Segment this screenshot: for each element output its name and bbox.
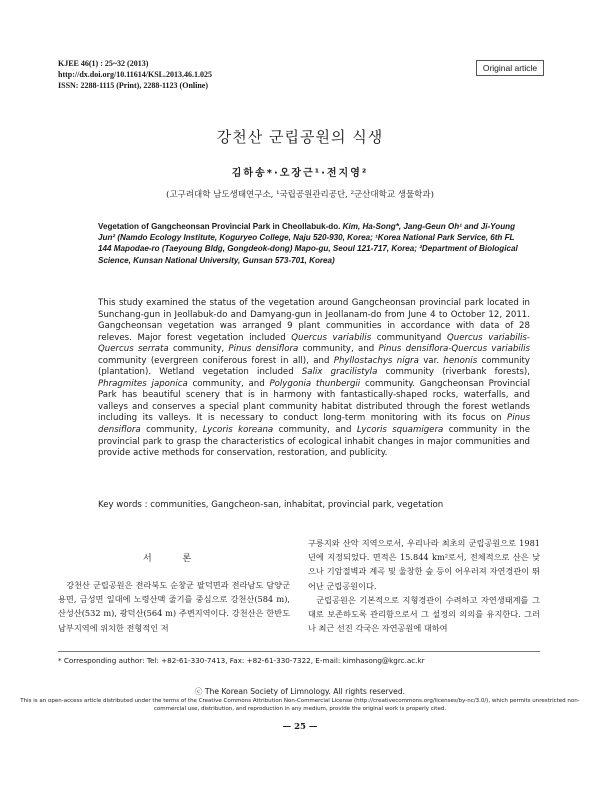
doi-link[interactable]: http://dx.doi.org/10.11614/KSL.2013.46.1.025 (58, 70, 213, 79)
english-authors-affiliations: Kim, Ha-Song*, Jang-Geun Oh¹ and Ji-Young Jun² (Namdo Ecology Institute, Koguryeo College, Naju 520-930, Korea; ¹Korea National Park Service, 6th FL 144 Mapodae-ro (Taeyoung Bldg, Gongdeok-dong) Mapo-gu, Seoul 121-717, Korea; ²Department of Biological Science, Kunsan National University, Gunsan 573-701, Korea) (98, 222, 518, 265)
abstract-text: communityand (371, 332, 447, 343)
issn: ISSN: 2288-1115 (Print), 2288-1123 (Online) (58, 81, 209, 90)
species-name: Quercus variabilis-Quercus serrata (98, 332, 530, 355)
body-column-left (58, 578, 290, 635)
abstract-text: community (evergreen coniferous forest in all), and (98, 355, 334, 366)
species-name: henonis (443, 355, 478, 366)
article-type-badge: Original article (476, 60, 544, 76)
body-paragraph: 군립공원은 기본적으로 지형경관이 수려하고 자연생태계를 그대로 보존하도록 관리함으로서 그 설정의 의의를 유지한다. 그러나 최근 선진 각국은 자연공원에 대하여 (308, 594, 540, 634)
abstract-text: community, and (298, 344, 379, 355)
species-name: Quercus variabilis (291, 332, 372, 343)
paper-title: 강천산 군립공원의 식생 (216, 128, 384, 146)
abstract-text: community (plantation). Wetland vegetation included (98, 355, 531, 378)
species-name: Polygonia thunbergii (269, 378, 361, 389)
abstract-text: community, and (187, 378, 270, 389)
author-list: 김하송*·오장근¹·전지영² (231, 168, 369, 179)
copyright-line: ⓒ The Korean Society of Limnology. All rights reserved. (194, 687, 406, 696)
corresponding-author-footnote: * Corresponding author: Tel: +82-61-330-7413, Fax: +82-61-330-7322, E-mail: kimhasong@kgrc.ac.kr (58, 656, 425, 665)
citation: KJEE 46(1) : 25~32 (2013) (58, 59, 149, 68)
affiliation-korean: (고구려대학 남도생태연구소, ¹국립공원관리공단, ²군산대학교 생물학과) (166, 190, 434, 200)
english-title-block (98, 221, 528, 266)
abstract-text: community, (168, 344, 229, 355)
body-column-right (308, 536, 540, 635)
section-heading-introduction: 서 론 (143, 554, 206, 564)
species-name: Salix gracilistyla (301, 367, 378, 378)
species-name: Phragmites japonica (98, 378, 188, 389)
abstract-text: This study examined the status of the vegetation around Gangcheonsan provincial park located in Sunchang-gun in Jeollabuk-do and Damyang-gun in Jeollanam-do from June 4 to October 12, 2011. Gangcheonsan vegetation was arranged 9 plant communities in accordance with data of 28 releves. Major forest vegetation included (98, 298, 530, 343)
abstract (98, 298, 530, 460)
abstract-text: var. (418, 355, 444, 366)
abstract-text: community. Gangcheonsan Provincial Park has beautiful scenery that is in harmony with fantastically-shaped rocks, waterfalls, and valleys and conserves a special plant community habitat distributed through the forest wetlands including its valleys. It is necessary to conduct long-term monitoring with its focus on (98, 378, 530, 424)
body-paragraph: 강천산 군립공원은 전라북도 순창군 팔덕면과 전라남도 담양군 용면, 금성면 일대에 노령산맥 줄기를 중심으로 강천산(584 m), 산성산(532 m), 광덕산(564 m) 주변지역이다. 강천산은 한반도 남부지역에 위치한 전형적인 저 (58, 580, 290, 633)
english-title: Vegetation of Gangcheonsan Provincial Park in Cheollabuk-do. (98, 222, 341, 231)
species-name: Pinus densiflora-Quercus variabilis (378, 344, 530, 355)
journal-header (58, 58, 212, 91)
abstract-text: community, (140, 425, 203, 436)
species-name: Lycoris squamigera (356, 425, 444, 436)
license-notice: This is an open-access article distributed under the terms of the Creative Commons Attribution Non-Commercial License (http://creativecommons.org/licenses/by-nc/3.0/), which permits unrestricted non-commercial use, distribution, and reproduction in any medium, provide the original work is properly cited. (20, 698, 580, 712)
species-name: Pinus densiflora (228, 344, 299, 355)
species-name: Phyllostachys nigra (333, 355, 419, 366)
keywords: Key words : communities, Gangcheon-san, inhabitat, provincial park, vegetation (98, 500, 444, 510)
body-paragraph: 구릉지와 산악 지역으로서, 우리나라 최초의 군립공원으로 1981년에 지정되었다. 면적은 15.844 km²로서, 전체적으로 산은 낮으나 기암절벽과 계곡 및 울창한 숲 등이 어우러져 자연경관이 뛰어난 군립공원이다. (308, 538, 540, 591)
abstract-text: community (riverbank forests), (377, 367, 531, 378)
footnote-divider (58, 651, 540, 652)
species-name: Pinus densiflora (98, 413, 530, 436)
abstract-text: community in the provincial park to grasp the characteristics of ecological inhabit changes in major communities and provide active methods for conservation, restoration, and publicity. (98, 425, 530, 459)
species-name: Lycoris koreana (202, 425, 274, 436)
abstract-text: community, and (273, 425, 357, 436)
page-number: — 25 — (282, 722, 318, 732)
